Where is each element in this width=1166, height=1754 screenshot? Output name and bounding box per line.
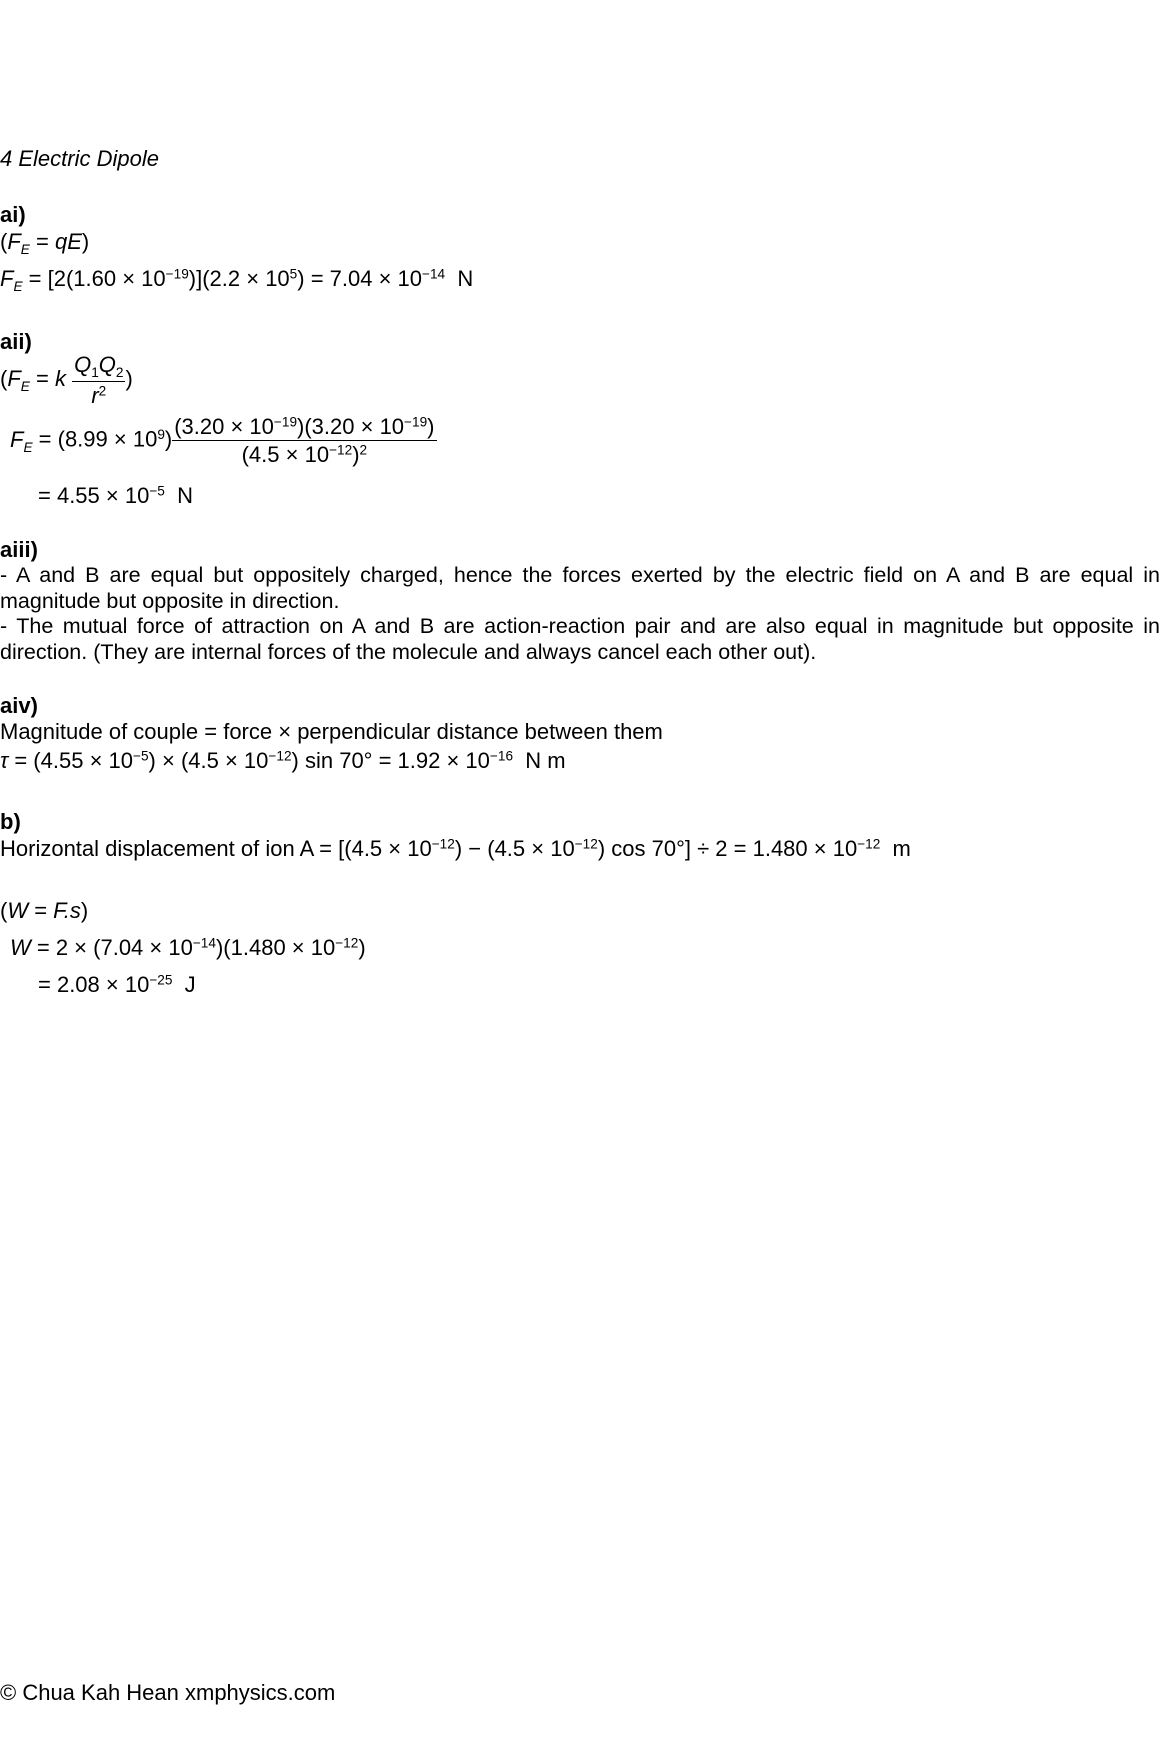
aiii-point-1: - A and B are equal but oppositely charged, hence the forces exerted by the electric field on A and B are equal in magnitude but opposite in direction. (0, 563, 1160, 613)
calc-b-line2: = $2.08 \times 10^{-25}$ J (38, 972, 196, 997)
calc-ai: $F_E = [2(1.60 \times 10^{-19})](2.2 \times 10^5) = 7.04 \times 10^{-14}$ N (0, 266, 474, 294)
footer-copyright: © Chua Kah Hean xmphysics.com (0, 1680, 336, 1705)
formula-ai: $(F_E = qE)$ (0, 229, 90, 257)
formula-aii: ($F_E = k$ $\frac{Q_1Q_2}{r^2}$ ) (0, 352, 133, 409)
heading-ai: ai) (0, 202, 26, 227)
b-displacement: Horizontal displacement of ion $A = [(4.5 \times 10^{-12}) - (4.5 \times 10^{-12})$ $\cos 70^\circ] \div 2 = 1.480 \times 10^{-12}$ m (0, 836, 911, 861)
heading-aiii: aiii) (0, 537, 38, 562)
aiv-text: Magnitude of couple = force × perpendicular distance between them (0, 719, 663, 744)
heading-b: b) (0, 809, 21, 834)
aiii-point-2: - The mutual force of attraction on A and B are action-reaction pair and are also equal in magnitude but opposite in direction. (They are internal forces of the molecule and always cancel each other out). (0, 614, 1160, 664)
calc-aii-line2: = $4.55 \times 10^{-5}$ N (38, 483, 193, 508)
formula-b: (W = F.s) (0, 898, 89, 923)
heading-aii: aii) (0, 329, 32, 354)
heading-aiv: aiv) (0, 693, 38, 718)
page-title: 4 Electric Dipole (0, 146, 159, 171)
calc-aiv: $\tau = (4.55 \times 10^{-5}) \times (4.5 \times 10^{-12})$ $\sin 70^\circ = 1.92 \times 10^{-16}$ N m (0, 748, 566, 773)
calc-aii-line1: $F_E = (8.99 \times 10^9)$ $\frac{(3.20 \times 10^{-19})(3.20 \times 10^{-19})}{(4.5 \times 10^{-12})^2}$ (10, 414, 435, 468)
calc-b-line1: $W = 2 \times (7.04 \times 10^{-14})(1.480 \times 10^{-12})$ (10, 935, 366, 960)
